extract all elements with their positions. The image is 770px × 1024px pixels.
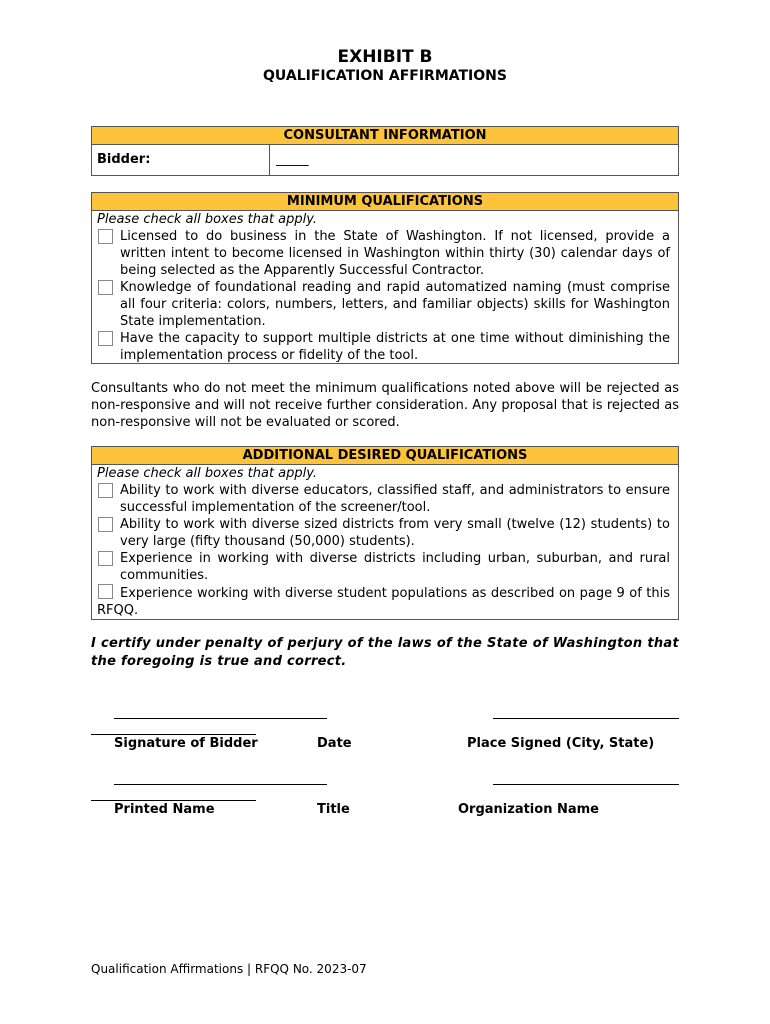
- checkbox-district-types[interactable]: [98, 551, 113, 566]
- certification-statement: I certify under penalty of perjury of the laws of the State of Washington that the foregoing is true and correct.: [91, 636, 679, 669]
- place-signed-line[interactable]: [493, 718, 679, 719]
- signature-label: Signature of Bidder: [114, 736, 258, 751]
- place-signed-label: Place Signed (City, State): [467, 736, 655, 751]
- organization-label: Organization Name: [458, 802, 599, 817]
- minimum-qualifications-heading: MINIMUM QUALIFICATIONS: [92, 193, 678, 211]
- printed-name-label: Printed Name: [114, 802, 215, 817]
- date-line[interactable]: [91, 734, 256, 735]
- additional-item-district-types: [97, 550, 670, 584]
- minimum-item-licensed: [97, 228, 670, 279]
- additional-qualifications-table: [91, 446, 679, 620]
- additional-item-text: Ability to work with diverse sized districts from very small (twelve (12) students) to very large (fifty thousand (50,000) students).: [120, 517, 670, 549]
- additional-item-text: Ability to work with diverse educators, classified staff, and administrators to ensure successful implementation of the screener/tool.: [120, 483, 670, 515]
- additional-item-student-populations: [97, 584, 670, 619]
- minimum-item-knowledge: [97, 279, 670, 330]
- signature-line[interactable]: [114, 718, 327, 719]
- bidder-row: [92, 145, 678, 176]
- minimum-instruction: Please check all boxes that apply.: [97, 212, 318, 227]
- additional-item-text: Experience in working with diverse districts including urban, suburban, and rural communities.: [120, 551, 670, 583]
- document-subtitle: QUALIFICATION AFFIRMATIONS: [263, 68, 507, 84]
- additional-item-educators: [97, 482, 670, 516]
- minimum-item-capacity: [97, 330, 670, 364]
- checkbox-student-populations[interactable]: [98, 584, 113, 599]
- additional-instruction: Please check all boxes that apply.: [97, 466, 318, 481]
- non-responsive-note: Consultants who do not meet the minimum qualifications noted above will be rejected as non-responsive and will not receive further consideration. Any proposal that is rejected as non-responsive will not be evaluated or scored.: [91, 381, 679, 430]
- consultant-info-heading: CONSULTANT INFORMATION: [92, 127, 678, 145]
- organization-line[interactable]: [493, 784, 679, 785]
- minimum-item-text: Have the capacity to support multiple districts at one time without diminishing the implementation process or fidelity of the tool.: [120, 331, 670, 363]
- checkbox-educators[interactable]: [98, 483, 113, 498]
- additional-item-text: Experience working with diverse student populations as described on page 9 of this RFQQ.: [97, 586, 670, 618]
- page-footer: Qualification Affirmations | RFQQ No. 2023-07: [91, 962, 367, 976]
- checkbox-licensed[interactable]: [98, 229, 113, 244]
- title-line[interactable]: [91, 800, 256, 801]
- checkbox-knowledge[interactable]: [98, 280, 113, 295]
- exhibit-title: EXHIBIT B: [337, 47, 433, 67]
- checkbox-district-size[interactable]: [98, 517, 113, 532]
- additional-qualifications-heading: ADDITIONAL DESIRED QUALIFICATIONS: [92, 447, 678, 465]
- printed-name-line[interactable]: [114, 784, 327, 785]
- date-label: Date: [317, 736, 352, 751]
- minimum-item-text: Knowledge of foundational reading and rapid automatized naming (must comprise all four criteria: colors, numbers, letters, and familiar objects) skills for Washington State implementation.: [120, 280, 670, 329]
- title-label: Title: [317, 802, 350, 817]
- checkbox-capacity[interactable]: [98, 331, 113, 346]
- minimum-qualifications-table: [91, 192, 679, 364]
- bidder-label: Bidder:: [92, 145, 270, 176]
- consultant-info-table: [91, 126, 679, 176]
- bidder-field[interactable]: _____: [276, 152, 309, 167]
- additional-item-district-size: [97, 516, 670, 550]
- minimum-item-text: Licensed to do business in the State of Washington. If not licensed, provide a written intent to become licensed in Washington within thirty (30) calendar days of being selected as the Apparently Successful Contractor.: [120, 229, 670, 278]
